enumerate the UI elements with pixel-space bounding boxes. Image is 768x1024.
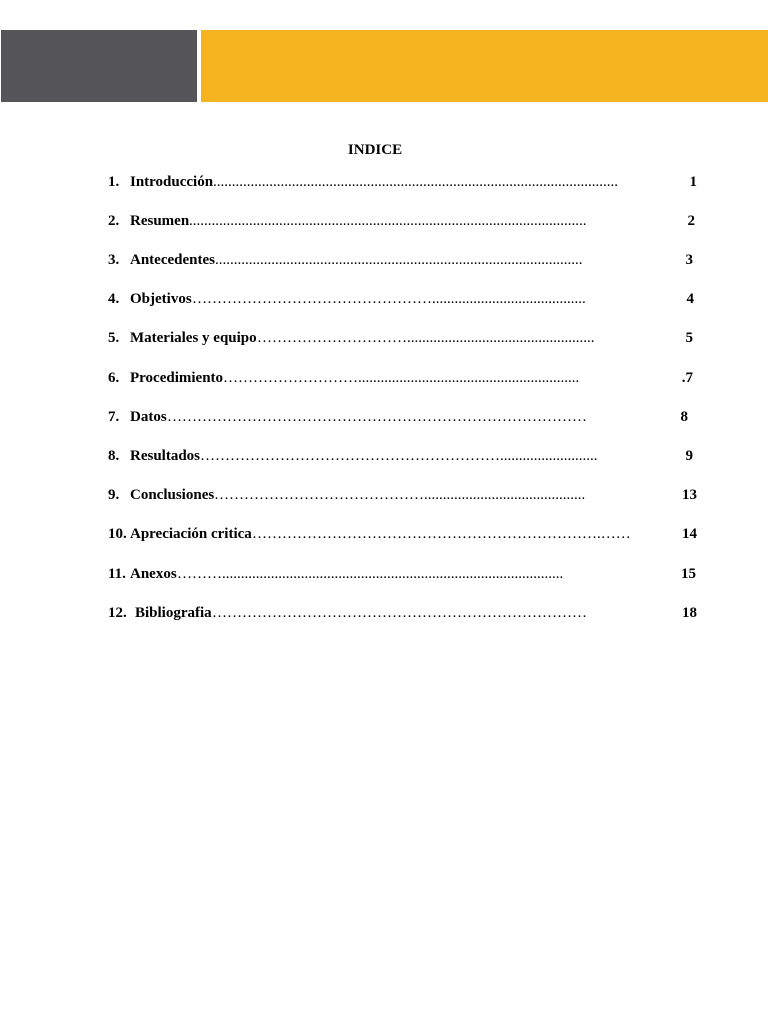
toc-entry — [108, 327, 693, 349]
toc-entry — [108, 249, 693, 271]
toc-entry-leader: ………………………………………………………………………… — [167, 409, 587, 425]
toc-entry-leader: …………………………………………......................................... — [192, 291, 586, 307]
toc-entry-title: Bibliografia — [135, 605, 212, 621]
toc-entry-title: Antecedentes — [130, 252, 215, 268]
toc-entry-leader: ……………………………………........................................... — [214, 487, 586, 503]
toc-entry-title: Procedimiento — [130, 370, 224, 386]
toc-entry — [108, 288, 694, 310]
toc-entry-page: 2 — [687, 213, 695, 229]
toc-entry-number: 8. — [108, 448, 120, 464]
toc-entry-leader: ………........................................................................................... — [177, 566, 564, 582]
toc-entry-page: 8 — [680, 409, 688, 425]
toc-entry-number: 1. — [108, 174, 120, 190]
header-banner — [1, 30, 768, 102]
toc-entry-leader: …………………………………………………….......................... — [200, 448, 598, 464]
toc-entry-title: Apreciación critica — [130, 526, 252, 542]
index-title: INDICE — [347, 142, 403, 158]
toc-entry-page: 18 — [682, 605, 697, 621]
toc-entry-number: 11. — [108, 566, 126, 582]
toc-entry-title: Objetivos — [130, 291, 192, 307]
toc-entry-number: 9. — [108, 487, 120, 503]
toc-entry — [108, 406, 688, 428]
toc-entry-leader: ………………………........................................................... — [223, 370, 580, 386]
toc-entry-page: .7 — [681, 370, 693, 386]
toc-entry-page: 14 — [682, 526, 697, 542]
toc-entry-number: 12. — [108, 605, 127, 621]
toc-entry-title: Introducción — [130, 174, 214, 190]
toc-entry-title: Anexos — [130, 566, 177, 582]
toc-entry-leader: ............................................................................................................ — [213, 174, 618, 190]
toc-entry-number: 7. — [108, 409, 120, 425]
toc-entry-page: 13 — [682, 487, 697, 503]
toc-entry-number: 10. — [108, 526, 127, 542]
toc-entry-number: 6. — [108, 370, 120, 386]
toc-entry — [108, 445, 693, 467]
toc-entry-page: 9 — [685, 448, 693, 464]
toc-entry — [108, 523, 697, 545]
toc-entry-leader: .................................................................................................. — [215, 252, 583, 268]
toc-entry-number: 4. — [108, 291, 120, 307]
toc-entry-page: 4 — [686, 291, 694, 307]
toc-entry-leader: ………………………………………………………………… — [212, 605, 587, 621]
toc-entry-title: Conclusiones — [130, 487, 215, 503]
toc-entry-page: 15 — [681, 566, 696, 582]
header-gray-block — [1, 30, 197, 102]
toc-entry — [108, 484, 697, 506]
header-yellow-block — [201, 30, 768, 102]
toc-entry — [108, 602, 697, 624]
toc-entry-title: Resumen — [130, 213, 190, 229]
toc-entry-title: Datos — [130, 409, 167, 425]
toc-entry-leader: ………………………….................................................. — [257, 330, 595, 346]
toc-entry-title: Materiales y equipo — [130, 330, 257, 346]
toc-entry — [108, 367, 693, 389]
toc-entry-number: 3. — [108, 252, 120, 268]
toc-entry — [108, 563, 696, 585]
toc-entry-leader: .......................................................................................................... — [189, 213, 587, 229]
toc-entry-page: 5 — [685, 330, 693, 346]
toc-entry-title: Resultados — [130, 448, 201, 464]
toc-entry — [108, 171, 697, 193]
toc-entry-number: 5. — [108, 330, 120, 346]
toc-entry-leader: …………………………………………………………….…… — [252, 526, 631, 542]
toc-entry-number: 2. — [108, 213, 120, 229]
toc-entry-page: 3 — [685, 252, 693, 268]
toc-entry-page: 1 — [689, 174, 697, 190]
toc-entry — [108, 210, 695, 232]
